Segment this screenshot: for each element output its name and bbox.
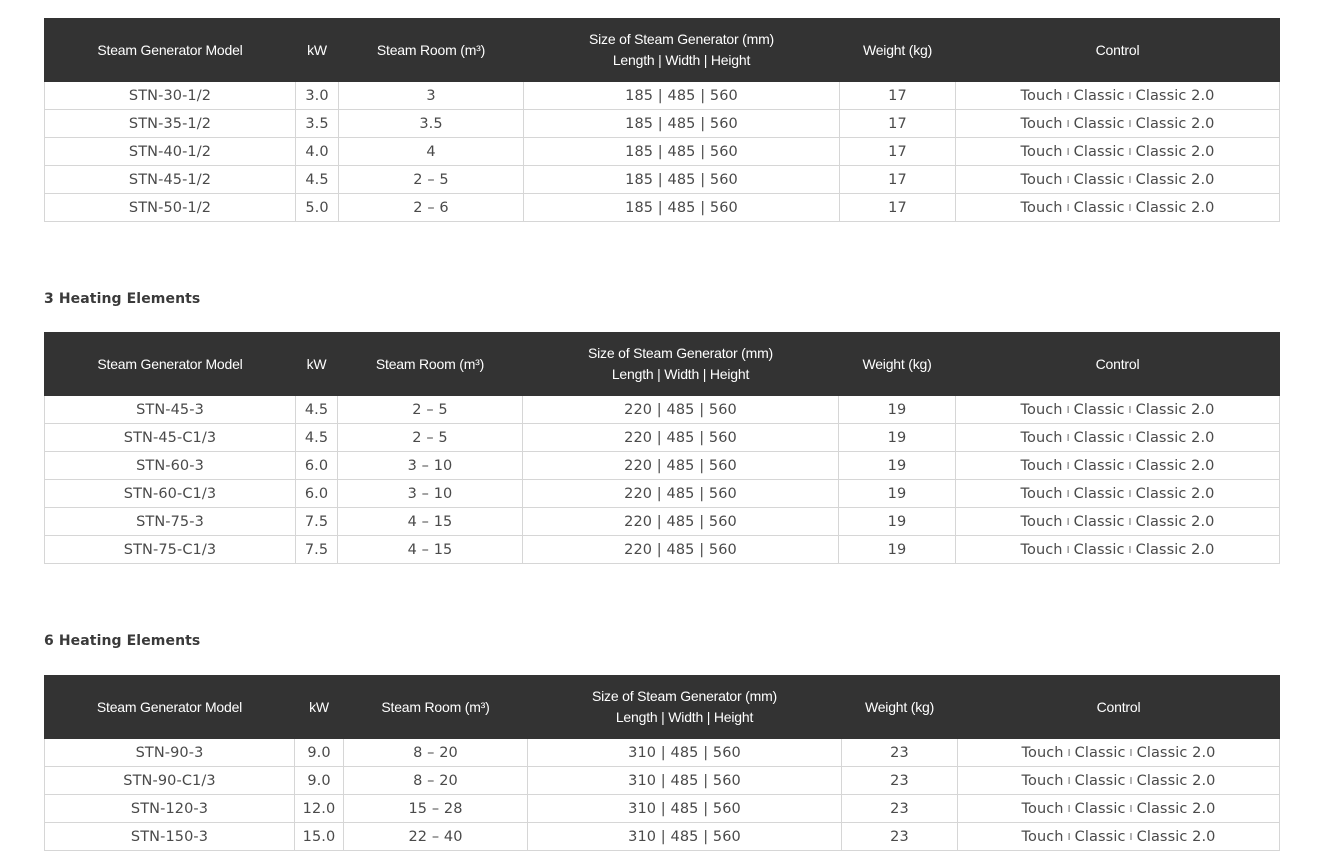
- cell-size: 310 | 485 | 560: [528, 767, 842, 795]
- control-option: Touch: [1020, 171, 1063, 188]
- table-row: [45, 767, 1280, 795]
- table-header-row: [45, 19, 1280, 82]
- cell-kw: 3.0: [296, 82, 339, 110]
- cell-weight: 23: [842, 795, 958, 823]
- control-option: Touch: [1020, 485, 1063, 502]
- control-option: Touch: [1021, 772, 1064, 789]
- control-separator: I: [1067, 775, 1071, 787]
- header-room: Steam Room (m³): [338, 333, 523, 396]
- control-option: Touch: [1020, 199, 1063, 216]
- header-room: Steam Room (m³): [339, 19, 524, 82]
- cell-kw: 9.0: [295, 739, 344, 767]
- control-separator: I: [1129, 747, 1133, 759]
- control-separator: I: [1067, 747, 1071, 759]
- cell-model: STN-30-1/2: [45, 82, 296, 110]
- header-weight: Weight (kg): [840, 19, 956, 82]
- control-separator: I: [1066, 516, 1070, 528]
- cell-control: [958, 823, 1280, 851]
- cell-size: 310 | 485 | 560: [528, 795, 842, 823]
- cell-kw: 3.5: [296, 110, 339, 138]
- cell-kw: 15.0: [295, 823, 344, 851]
- cell-kw: 6.0: [296, 480, 338, 508]
- header-kw: kW: [296, 19, 339, 82]
- spec-table: [44, 18, 1280, 222]
- control-option: Classic: [1073, 485, 1125, 502]
- table-row: [45, 508, 1280, 536]
- control-separator: I: [1128, 432, 1132, 444]
- control-separator: I: [1066, 488, 1070, 500]
- header-size-subtitle: Length | Width | Height: [615, 709, 754, 725]
- cell-size: 185 | 485 | 560: [524, 82, 840, 110]
- header-room: Steam Room (m³): [344, 676, 528, 739]
- cell-weight: 19: [839, 396, 956, 424]
- control-option: Touch: [1020, 143, 1063, 160]
- control-option: Touch: [1020, 429, 1063, 446]
- control-option: Classic: [1074, 800, 1126, 817]
- control-separator: I: [1066, 432, 1070, 444]
- cell-weight: 23: [842, 739, 958, 767]
- control-option: Touch: [1020, 401, 1063, 418]
- control-separator: I: [1129, 775, 1133, 787]
- spec-table: [44, 332, 1280, 564]
- cell-model: STN-90-C1/3: [45, 767, 295, 795]
- cell-kw: 5.0: [296, 194, 339, 222]
- control-option: Classic: [1073, 457, 1125, 474]
- cell-model: STN-60-C1/3: [45, 480, 296, 508]
- control-option: Classic: [1073, 199, 1125, 216]
- cell-control: [958, 767, 1280, 795]
- control-option: Classic: [1074, 772, 1126, 789]
- section-heading-3-elements: 3 Heating Elements: [44, 291, 201, 307]
- header-weight: Weight (kg): [839, 333, 956, 396]
- control-separator: I: [1129, 803, 1133, 815]
- control-option: Touch: [1021, 744, 1064, 761]
- control-separator: I: [1128, 90, 1132, 102]
- control-separator: I: [1128, 118, 1132, 130]
- table-row: [45, 739, 1280, 767]
- cell-kw: 6.0: [296, 452, 338, 480]
- table-row: [45, 795, 1280, 823]
- cell-weight: 17: [840, 194, 956, 222]
- control-option: Classic: [1073, 401, 1125, 418]
- cell-model: STN-75-3: [45, 508, 296, 536]
- cell-weight: 19: [839, 424, 956, 452]
- cell-weight: 19: [839, 452, 956, 480]
- cell-room: 8 – 20: [344, 767, 528, 795]
- cell-size: 310 | 485 | 560: [528, 823, 842, 851]
- cell-weight: 17: [840, 82, 956, 110]
- control-separator: I: [1128, 146, 1132, 158]
- control-option: Classic 2.0: [1136, 772, 1216, 789]
- control-option: Classic 2.0: [1135, 143, 1215, 160]
- control-option: Classic 2.0: [1135, 199, 1215, 216]
- cell-size: 310 | 485 | 560: [528, 739, 842, 767]
- control-option: Classic: [1073, 87, 1125, 104]
- control-option: Classic: [1073, 115, 1125, 132]
- control-option: Touch: [1020, 541, 1063, 558]
- control-option: Touch: [1020, 87, 1063, 104]
- control-option: Classic 2.0: [1136, 744, 1216, 761]
- header-model: Steam Generator Model: [45, 19, 296, 82]
- control-option: Classic 2.0: [1135, 87, 1215, 104]
- cell-size: 185 | 485 | 560: [524, 166, 840, 194]
- header-size-title: Size of Steam Generator (mm): [591, 688, 777, 704]
- control-option: Touch: [1020, 513, 1063, 530]
- header-control: Control: [956, 19, 1280, 82]
- cell-room: 2 – 5: [339, 166, 524, 194]
- table-section-2: [44, 332, 1279, 564]
- control-separator: I: [1128, 174, 1132, 186]
- cell-kw: 12.0: [295, 795, 344, 823]
- cell-kw: 4.5: [296, 396, 338, 424]
- cell-weight: 17: [840, 166, 956, 194]
- control-separator: I: [1066, 118, 1070, 130]
- cell-model: STN-45-3: [45, 396, 296, 424]
- table-row: [45, 452, 1280, 480]
- cell-room: 2 – 5: [338, 424, 523, 452]
- cell-kw: 9.0: [295, 767, 344, 795]
- control-option: Classic 2.0: [1135, 429, 1215, 446]
- header-size: [523, 333, 839, 396]
- control-separator: I: [1128, 544, 1132, 556]
- control-separator: I: [1066, 544, 1070, 556]
- header-model: Steam Generator Model: [45, 676, 295, 739]
- cell-size: 220 | 485 | 560: [523, 536, 839, 564]
- cell-model: STN-90-3: [45, 739, 295, 767]
- control-option: Classic: [1073, 513, 1125, 530]
- control-option: Touch: [1021, 800, 1064, 817]
- control-option: Classic 2.0: [1135, 541, 1215, 558]
- cell-control: [956, 138, 1280, 166]
- cell-room: 4 – 15: [338, 508, 523, 536]
- control-separator: I: [1067, 803, 1071, 815]
- cell-size: 220 | 485 | 560: [523, 396, 839, 424]
- cell-room: 2 – 5: [338, 396, 523, 424]
- cell-control: [956, 82, 1280, 110]
- cell-control: [956, 508, 1280, 536]
- cell-control: [956, 536, 1280, 564]
- cell-room: 22 – 40: [344, 823, 528, 851]
- control-option: Touch: [1020, 457, 1063, 474]
- control-separator: I: [1066, 174, 1070, 186]
- table-header-row: [45, 676, 1280, 739]
- control-option: Classic 2.0: [1136, 828, 1216, 845]
- cell-model: STN-50-1/2: [45, 194, 296, 222]
- control-separator: I: [1066, 202, 1070, 214]
- cell-kw: 4.5: [296, 424, 338, 452]
- table-row: [45, 396, 1280, 424]
- section-heading-6-elements: 6 Heating Elements: [44, 633, 201, 649]
- cell-model: STN-45-1/2: [45, 166, 296, 194]
- control-separator: I: [1128, 404, 1132, 416]
- header-kw: kW: [296, 333, 338, 396]
- control-option: Classic 2.0: [1135, 115, 1215, 132]
- cell-kw: 4.5: [296, 166, 339, 194]
- cell-room: 3 – 10: [338, 480, 523, 508]
- cell-size: 185 | 485 | 560: [524, 194, 840, 222]
- cell-room: 3 – 10: [338, 452, 523, 480]
- cell-model: STN-40-1/2: [45, 138, 296, 166]
- cell-control: [956, 424, 1280, 452]
- header-size-subtitle: Length | Width | Height: [611, 366, 750, 382]
- header-weight: Weight (kg): [842, 676, 958, 739]
- control-separator: I: [1128, 488, 1132, 500]
- table-row: [45, 424, 1280, 452]
- control-option: Classic: [1073, 171, 1125, 188]
- table-row: [45, 536, 1280, 564]
- table-row: [45, 82, 1280, 110]
- control-separator: I: [1129, 831, 1133, 843]
- table-section-1: [44, 18, 1279, 222]
- header-size-title: Size of Steam Generator (mm): [588, 31, 774, 47]
- control-separator: I: [1128, 516, 1132, 528]
- header-size-title: Size of Steam Generator (mm): [587, 345, 773, 361]
- control-separator: I: [1066, 404, 1070, 416]
- cell-weight: 19: [839, 536, 956, 564]
- cell-control: [956, 166, 1280, 194]
- control-option: Classic 2.0: [1135, 457, 1215, 474]
- cell-weight: 19: [839, 480, 956, 508]
- control-option: Classic 2.0: [1135, 171, 1215, 188]
- control-option: Touch: [1021, 828, 1064, 845]
- cell-kw: 7.5: [296, 508, 338, 536]
- control-option: Classic: [1073, 541, 1125, 558]
- control-option: Classic: [1073, 143, 1125, 160]
- header-control: Control: [956, 333, 1280, 396]
- table-header-row: [45, 333, 1280, 396]
- cell-kw: 7.5: [296, 536, 338, 564]
- control-option: Classic 2.0: [1135, 513, 1215, 530]
- cell-weight: 23: [842, 823, 958, 851]
- table-row: [45, 480, 1280, 508]
- control-option: Classic 2.0: [1135, 485, 1215, 502]
- cell-weight: 17: [840, 138, 956, 166]
- cell-room: 3.5: [339, 110, 524, 138]
- cell-model: STN-60-3: [45, 452, 296, 480]
- cell-model: STN-150-3: [45, 823, 295, 851]
- header-size-subtitle: Length | Width | Height: [612, 52, 751, 68]
- spec-table: [44, 675, 1280, 851]
- table-row: [45, 194, 1280, 222]
- cell-size: 220 | 485 | 560: [523, 424, 839, 452]
- cell-kw: 4.0: [296, 138, 339, 166]
- cell-size: 185 | 485 | 560: [524, 110, 840, 138]
- cell-weight: 19: [839, 508, 956, 536]
- table-row: [45, 823, 1280, 851]
- cell-weight: 17: [840, 110, 956, 138]
- header-kw: kW: [295, 676, 344, 739]
- cell-size: 185 | 485 | 560: [524, 138, 840, 166]
- table-section-3: [44, 675, 1279, 851]
- cell-control: [956, 480, 1280, 508]
- cell-room: 8 – 20: [344, 739, 528, 767]
- cell-size: 220 | 485 | 560: [523, 452, 839, 480]
- cell-model: STN-75-C1/3: [45, 536, 296, 564]
- cell-room: 3: [339, 82, 524, 110]
- control-separator: I: [1128, 460, 1132, 472]
- header-size: [524, 19, 840, 82]
- control-separator: I: [1066, 460, 1070, 472]
- control-separator: I: [1067, 831, 1071, 843]
- cell-control: [956, 396, 1280, 424]
- cell-control: [956, 194, 1280, 222]
- cell-size: 220 | 485 | 560: [523, 480, 839, 508]
- cell-control: [956, 110, 1280, 138]
- table-row: [45, 166, 1280, 194]
- header-model: Steam Generator Model: [45, 333, 296, 396]
- cell-size: 220 | 485 | 560: [523, 508, 839, 536]
- control-option: Classic: [1074, 744, 1126, 761]
- control-option: Classic 2.0: [1135, 401, 1215, 418]
- control-option: Touch: [1020, 115, 1063, 132]
- cell-model: STN-120-3: [45, 795, 295, 823]
- cell-control: [958, 739, 1280, 767]
- control-option: Classic: [1073, 429, 1125, 446]
- cell-room: 15 – 28: [344, 795, 528, 823]
- control-option: Classic: [1074, 828, 1126, 845]
- control-option: Classic 2.0: [1136, 800, 1216, 817]
- cell-weight: 23: [842, 767, 958, 795]
- cell-model: STN-45-C1/3: [45, 424, 296, 452]
- control-separator: I: [1066, 146, 1070, 158]
- cell-control: [958, 795, 1280, 823]
- control-separator: I: [1128, 202, 1132, 214]
- cell-room: 4: [339, 138, 524, 166]
- control-separator: I: [1066, 90, 1070, 102]
- table-row: [45, 110, 1280, 138]
- header-control: Control: [958, 676, 1280, 739]
- header-size: [528, 676, 842, 739]
- cell-room: 2 – 6: [339, 194, 524, 222]
- cell-control: [956, 452, 1280, 480]
- table-row: [45, 138, 1280, 166]
- cell-room: 4 – 15: [338, 536, 523, 564]
- cell-model: STN-35-1/2: [45, 110, 296, 138]
